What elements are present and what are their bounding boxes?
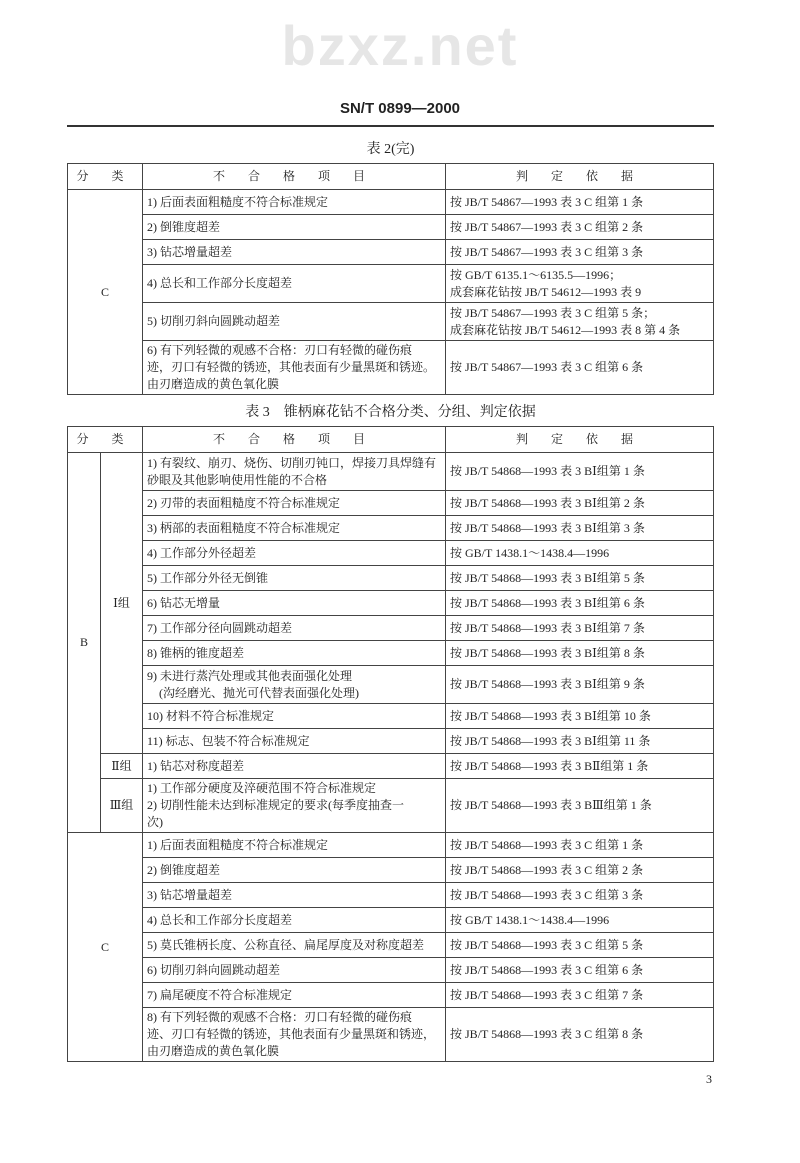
basis-cell: 按 JB/T 54868—1993 表 3 C 组第 7 条 bbox=[446, 983, 714, 1008]
page-body bbox=[67, 138, 714, 1087]
item-cell: 5) 莫氏锥柄长度、公称直径、扁尾厚度及对称度超差 bbox=[143, 933, 446, 958]
item-cell: 5) 工作部分外径无倒锥 bbox=[143, 566, 446, 591]
table-row bbox=[68, 858, 714, 883]
table-row bbox=[68, 303, 714, 341]
table-row bbox=[68, 190, 714, 215]
table-row bbox=[68, 541, 714, 566]
basis-cell: 按 JB/T 54868—1993 表 3 C 组第 8 条 bbox=[446, 1008, 714, 1062]
item-cell: 1) 有裂纹、崩刃、烧伤、切削刃钝口，焊接刀具焊缝有 砂眼及其他影响使用性能的不合格 bbox=[143, 453, 446, 491]
basis-cell: 按 JB/T 54867—1993 表 3 C 组第 2 条 bbox=[446, 215, 714, 240]
basis-cell: 按 GB/T 6135.1～6135.5—1996； 成套麻花钻按 JB/T 54612—1993 表 9 bbox=[446, 265, 714, 303]
table-row bbox=[68, 566, 714, 591]
table-row bbox=[68, 616, 714, 641]
basis-cell: 按 JB/T 54868—1993 表 3 BⅠ组第 6 条 bbox=[446, 591, 714, 616]
page-number: 3 bbox=[706, 1072, 712, 1086]
group-cell: Ⅰ组 bbox=[101, 453, 143, 754]
table-row bbox=[68, 516, 714, 541]
basis-cell: 按 JB/T 54868—1993 表 3 BⅠ组第 2 条 bbox=[446, 491, 714, 516]
basis-cell: 按 JB/T 54868—1993 表 3 BⅢ组第 1 条 bbox=[446, 779, 714, 833]
table2 bbox=[67, 163, 714, 395]
table-row bbox=[68, 1008, 714, 1062]
table-row bbox=[68, 453, 714, 491]
group-cell: Ⅱ组 bbox=[101, 754, 143, 779]
column-header-basis: 判 定 依 据 bbox=[446, 164, 714, 190]
item-cell: 11) 标志、包装不符合标准规定 bbox=[143, 729, 446, 754]
basis-cell: 按 JB/T 54868—1993 表 3 C 组第 2 条 bbox=[446, 858, 714, 883]
item-cell: 2) 倒锥度超差 bbox=[143, 215, 446, 240]
column-header-category: 分 类 bbox=[68, 427, 143, 453]
basis-cell: 按 JB/T 54868—1993 表 3 C 组第 3 条 bbox=[446, 883, 714, 908]
category-cell: C bbox=[68, 190, 143, 395]
basis-cell: 按 JB/T 54868—1993 表 3 BⅠ组第 1 条 bbox=[446, 453, 714, 491]
group-cell: Ⅲ组 bbox=[101, 779, 143, 833]
table-row bbox=[68, 779, 714, 833]
basis-cell: 按 JB/T 54868—1993 表 3 BⅠ组第 11 条 bbox=[446, 729, 714, 754]
basis-cell: 按 JB/T 54868—1993 表 3 BⅡ组第 1 条 bbox=[446, 754, 714, 779]
item-cell: 6) 有下列轻微的观感不合格：刃口有轻微的碰伤痕 迹，刃口有轻微的锈迹，其他表面有少量黑斑和锈迹。 由刃磨造成的黄色氧化膜 bbox=[143, 341, 446, 395]
item-cell: 2) 刃带的表面粗糙度不符合标准规定 bbox=[143, 491, 446, 516]
item-cell: 1) 钻芯对称度超差 bbox=[143, 754, 446, 779]
header-rule bbox=[67, 125, 714, 127]
item-cell: 6) 钻芯无增量 bbox=[143, 591, 446, 616]
item-cell: 1) 后面表面粗糙度不符合标准规定 bbox=[143, 190, 446, 215]
item-cell: 3) 钻芯增量超差 bbox=[143, 240, 446, 265]
watermark: bzxz.net bbox=[281, 14, 519, 77]
basis-cell: 按 JB/T 54868—1993 表 3 BⅠ组第 9 条 bbox=[446, 666, 714, 704]
table-row bbox=[68, 754, 714, 779]
basis-cell: 按 JB/T 54867—1993 表 3 C 组第 1 条 bbox=[446, 190, 714, 215]
column-header-item: 不 合 格 项 目 bbox=[143, 164, 446, 190]
basis-cell: 按 JB/T 54868—1993 表 3 BⅠ组第 5 条 bbox=[446, 566, 714, 591]
basis-cell: 按 JB/T 54868—1993 表 3 BⅠ组第 8 条 bbox=[446, 641, 714, 666]
item-cell: 4) 总长和工作部分长度超差 bbox=[143, 908, 446, 933]
table-row bbox=[68, 958, 714, 983]
item-cell: 1) 工作部分硬度及淬硬范围不符合标准规定 2) 切削性能未达到标准规定的要求(每季度抽查一 次) bbox=[143, 779, 446, 833]
basis-cell: 按 JB/T 54867—1993 表 3 C 组第 6 条 bbox=[446, 341, 714, 395]
item-cell: 6) 切削刃斜向圆跳动超差 bbox=[143, 958, 446, 983]
item-cell: 3) 钻芯增量超差 bbox=[143, 883, 446, 908]
table-row bbox=[68, 641, 714, 666]
basis-cell: 按 GB/T 1438.1～1438.4—1996 bbox=[446, 908, 714, 933]
table-row bbox=[68, 491, 714, 516]
item-cell: 8) 有下列轻微的观感不合格：刃口有轻微的碰伤痕 迹、刃口有轻微的锈迹，其他表面有少量黑斑和锈迹， 由刃磨造成的黄色氧化膜 bbox=[143, 1008, 446, 1062]
category-cell: B bbox=[68, 453, 101, 833]
item-cell: 4) 工作部分外径超差 bbox=[143, 541, 446, 566]
table3 bbox=[67, 426, 714, 1062]
table-row bbox=[68, 983, 714, 1008]
table-row bbox=[68, 666, 714, 704]
basis-cell: 按 JB/T 54868—1993 表 3 BⅠ组第 10 条 bbox=[446, 704, 714, 729]
table3-caption: 表 3 锥柄麻花钻不合格分类、分组、判定依据 bbox=[245, 405, 536, 420]
table-row bbox=[68, 704, 714, 729]
item-cell: 10) 材料不符合标准规定 bbox=[143, 704, 446, 729]
table-row bbox=[68, 265, 714, 303]
category-cell: C bbox=[68, 833, 143, 1062]
table-row bbox=[68, 240, 714, 265]
basis-cell: 按 JB/T 54867—1993 表 3 C 组第 5 条； 成套麻花钻按 JB/T 54612—1993 表 8 第 4 条 bbox=[446, 303, 714, 341]
item-cell: 4) 总长和工作部分长度超差 bbox=[143, 265, 446, 303]
item-cell: 8) 锥柄的锥度超差 bbox=[143, 641, 446, 666]
table-row bbox=[68, 908, 714, 933]
item-cell: 7) 扁尾硬度不符合标准规定 bbox=[143, 983, 446, 1008]
basis-cell: 按 JB/T 54868—1993 表 3 C 组第 1 条 bbox=[446, 833, 714, 858]
item-cell: 1) 后面表面粗糙度不符合标准规定 bbox=[143, 833, 446, 858]
basis-cell: 按 JB/T 54868—1993 表 3 BⅠ组第 3 条 bbox=[446, 516, 714, 541]
column-header-category: 分 类 bbox=[68, 164, 143, 190]
column-header-basis: 判 定 依 据 bbox=[446, 427, 714, 453]
item-cell: 9) 未进行蒸汽处理或其他表面强化处理 (沟经磨光、抛光可代替表面强化处理) bbox=[143, 666, 446, 704]
basis-cell: 按 JB/T 54868—1993 表 3 C 组第 6 条 bbox=[446, 958, 714, 983]
basis-cell: 按 JB/T 54868—1993 表 3 BⅠ组第 7 条 bbox=[446, 616, 714, 641]
basis-cell: 按 JB/T 54868—1993 表 3 C 组第 5 条 bbox=[446, 933, 714, 958]
column-header-item: 不 合 格 项 目 bbox=[143, 427, 446, 453]
table-row bbox=[68, 883, 714, 908]
table2-caption: 表 2(完) bbox=[366, 142, 415, 157]
table-row bbox=[68, 933, 714, 958]
item-cell: 5) 切削刃斜向圆跳动超差 bbox=[143, 303, 446, 341]
basis-cell: 按 JB/T 54867—1993 表 3 C 组第 3 条 bbox=[446, 240, 714, 265]
table-row bbox=[68, 215, 714, 240]
basis-cell: 按 GB/T 1438.1～1438.4—1996 bbox=[446, 541, 714, 566]
item-cell: 2) 倒锥度超差 bbox=[143, 858, 446, 883]
item-cell: 3) 柄部的表面粗糙度不符合标准规定 bbox=[143, 516, 446, 541]
table-row bbox=[68, 341, 714, 395]
standard-number-header: SN/T 0899—2000 bbox=[339, 100, 461, 117]
table-row bbox=[68, 591, 714, 616]
item-cell: 7) 工作部分径向圆跳动超差 bbox=[143, 616, 446, 641]
table-row bbox=[68, 833, 714, 858]
table-row bbox=[68, 729, 714, 754]
